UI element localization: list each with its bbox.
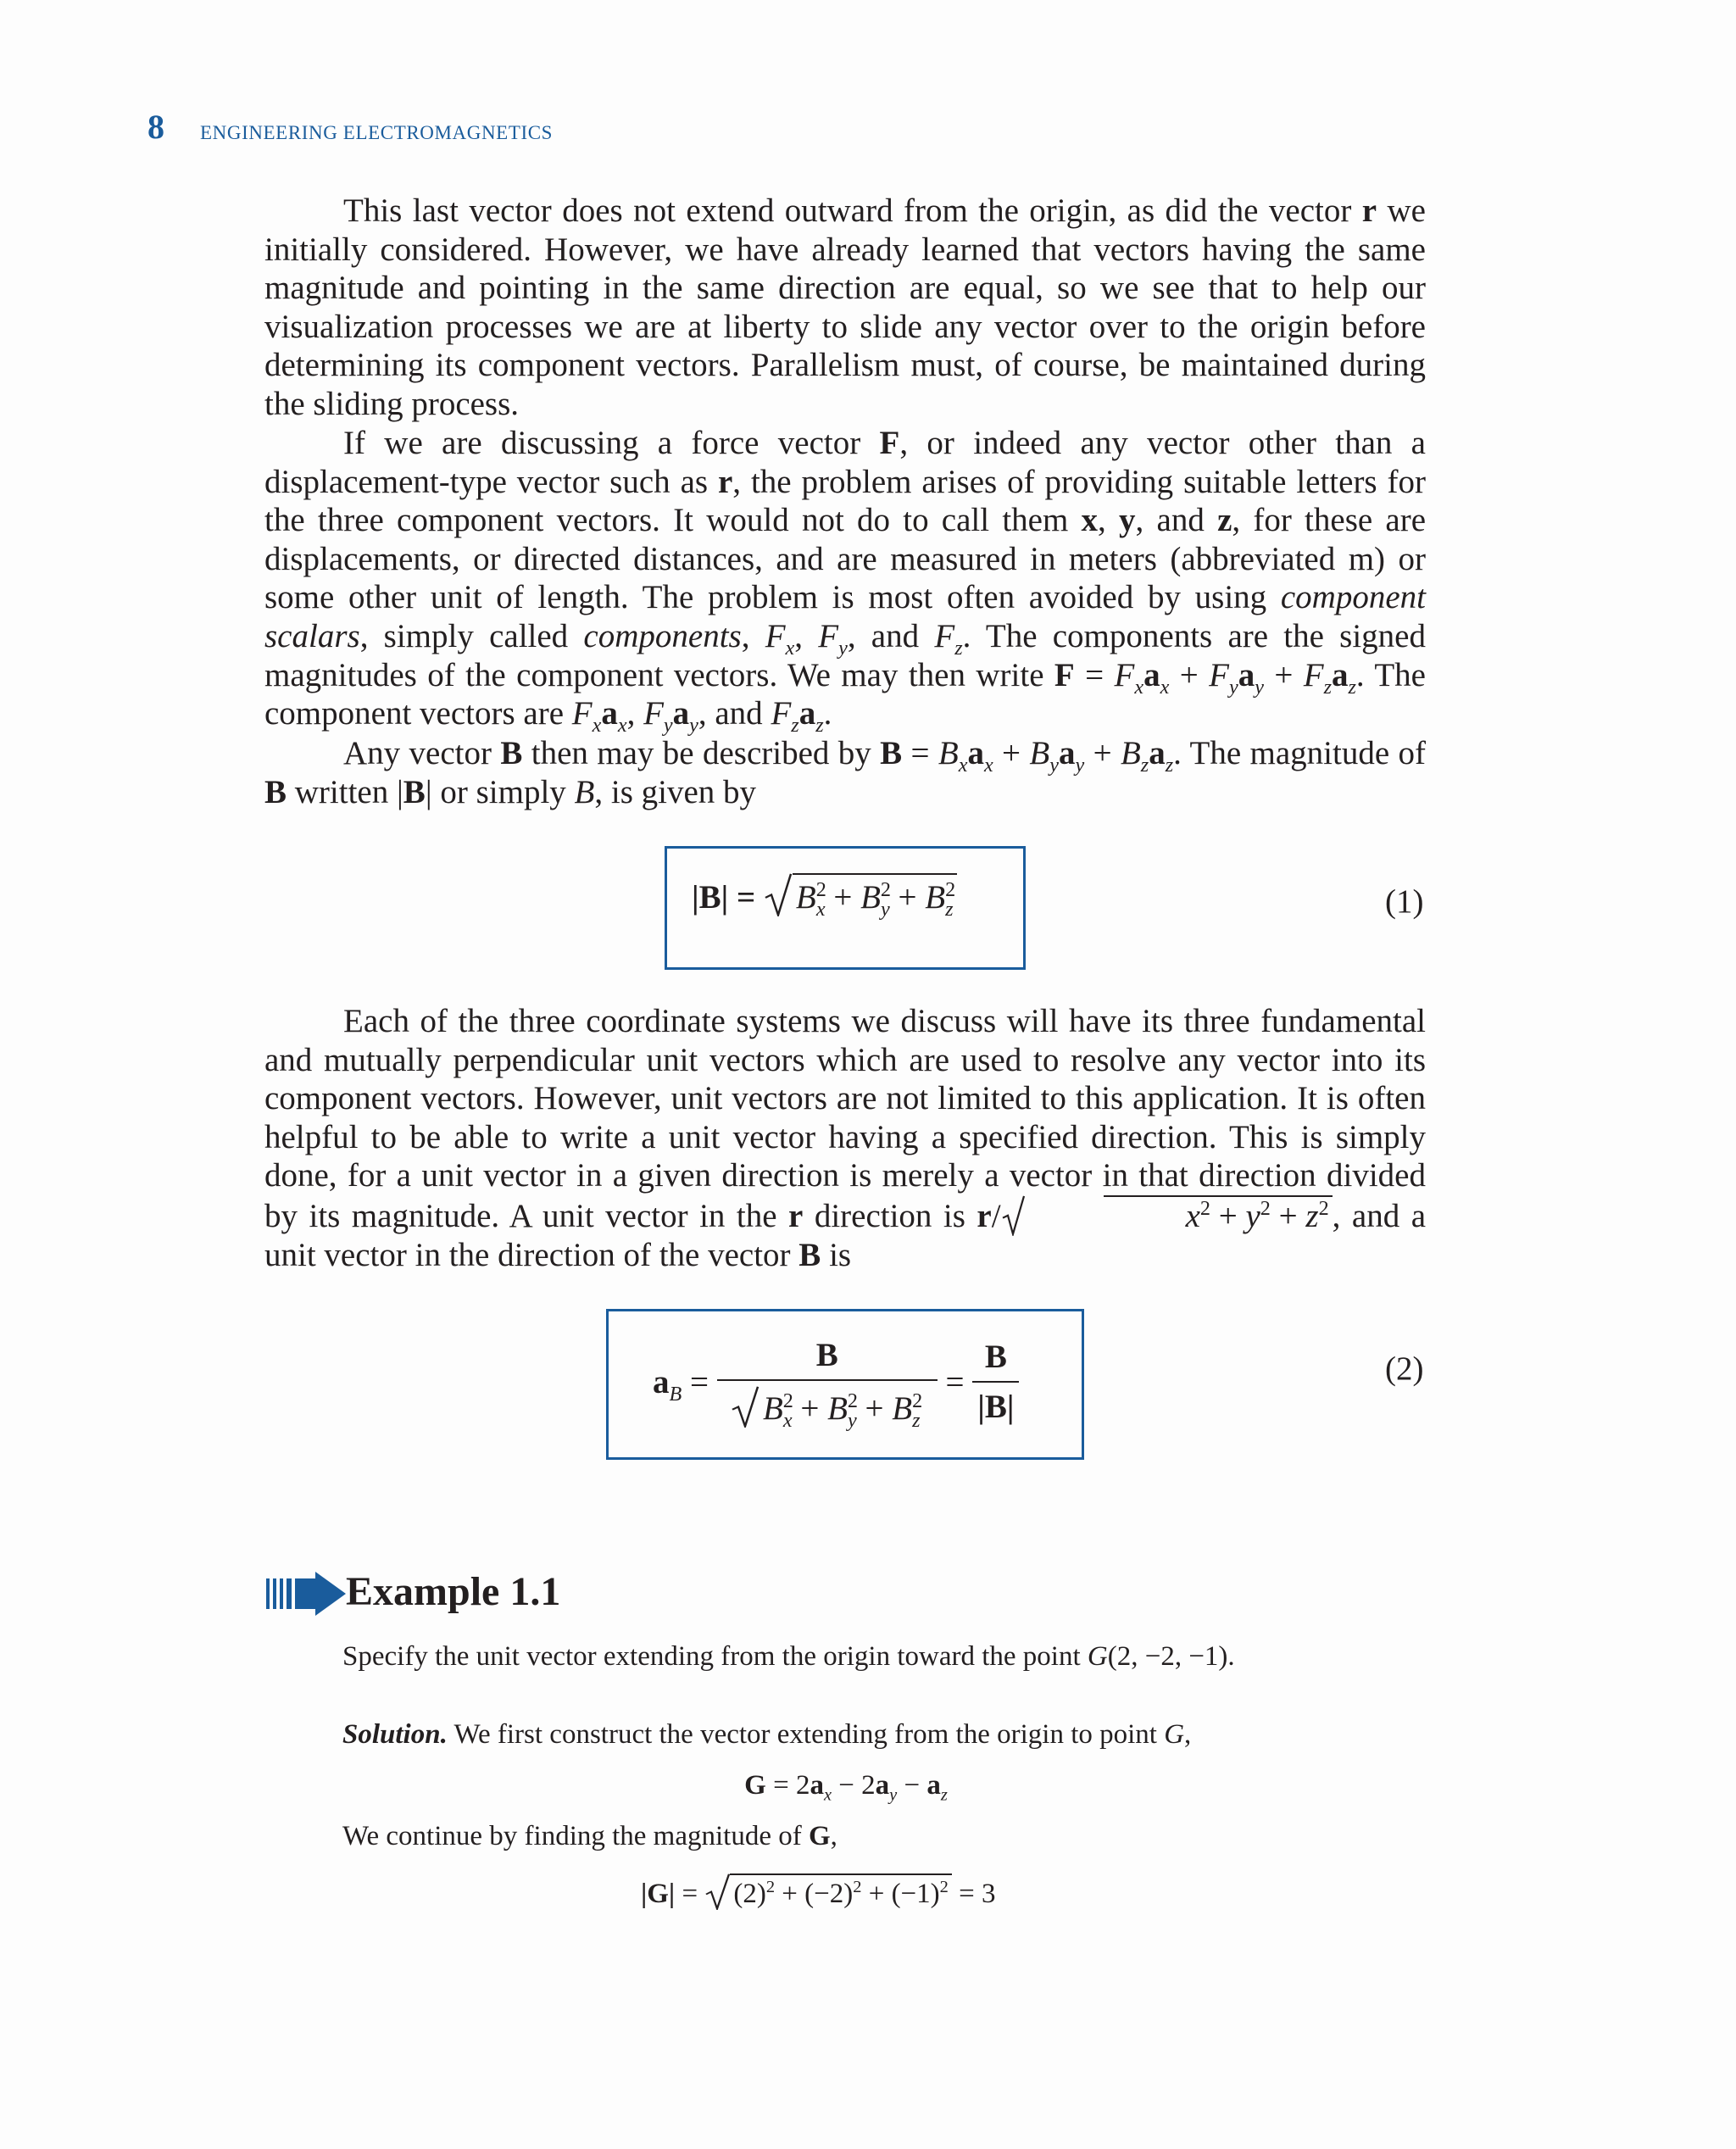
equation-2: $a_B$ = $\frac{B}{B^2_x + B^2_y + B^2_z}$ = $\frac{B}{|B|}$ [653,1322,1019,1441]
example-problem: Specify the unit vector extending from the origin toward the point G(2, −2, −1). [342,1641,1235,1672]
paragraph-2: If we are discussing a force vector F, or indeed any vector other than a displacement-type vector such as r, the problem arises of providing suitable letters for the three component vectors. It would not do to call them x, y, and z, for these are displacements, or directed distances, and are measured in meters (abbreviated m) or some other unit of length. The problem is most often avoided by using component scalars, simply called components, $F_x$, $F_y$, and $F_z$. The components are the signed magnitudes of the component vectors. We may then write $F = F_xa_x + F_ya_y + F_za_z$. The component vectors are $F_xa_x$, $F_ya_y$, and $F_za_z$. [264,425,1427,737]
sqrt-symbol: $B^2_x + B^2_y + B^2_z$ [764,873,957,916]
equation-1-number: (1) [1385,883,1424,920]
equation-1: |B| = $B^2_x + B^2_y + B^2_z$ [692,873,957,916]
page-number: 8 [147,108,164,146]
paragraph-1: This last vector does not extend outward from the origin, as did the vector r we initially considered. However, we have already learned that vectors having the same magnitude and pointing in the same direction are equal, so we see that to help our visualization processes we are at liberty to slide any vector over to the origin before determining its component vectors. Parallelism must, of course, be maintained during the sliding process. [264,192,1426,422]
running-title: ENGINEERING ELECTROMAGNETICS [200,122,554,143]
example-title: Example 1.1 [346,1569,561,1614]
example-arrow-icon [264,1572,349,1616]
example-solution: Solution. We first construct the vector extending from the origin to point G, [342,1719,1192,1750]
example-equation-G: $G = 2a_x - 2a_y - a_z$ [744,1770,948,1805]
example-continue: We continue by finding the magnitude of G, [342,1821,837,1851]
equation-2-number: (2) [1385,1350,1424,1387]
paragraph-4: Each of the three coordinate systems we discuss will have its three fundamental and mutually perpendicular unit vectors which are used to resolve any vector into its component vectors. However, unit vectors are not limited to this application. It is often helpful to be able to write a unit vector having a specified direction. This is simply done, for a unit vector in a given direction is merely a vector in that direction divided by its magnitude. A unit vector in the r direction is r/ $x^2 + y^2 + z^2$ , and a unit vector in the direction of the vector B is [264,1003,1427,1273]
paragraph-3: Any vector B then may be described by $B = B_xa_x + B_ya_y + B_za_z$. The magnitude of B written |B| or simply B, is given by [264,735,1427,810]
example-magnitude-equation: |G| = $(2)^2 + (-2)^2 + (-1)^2 = 3$ [641,1873,996,1910]
